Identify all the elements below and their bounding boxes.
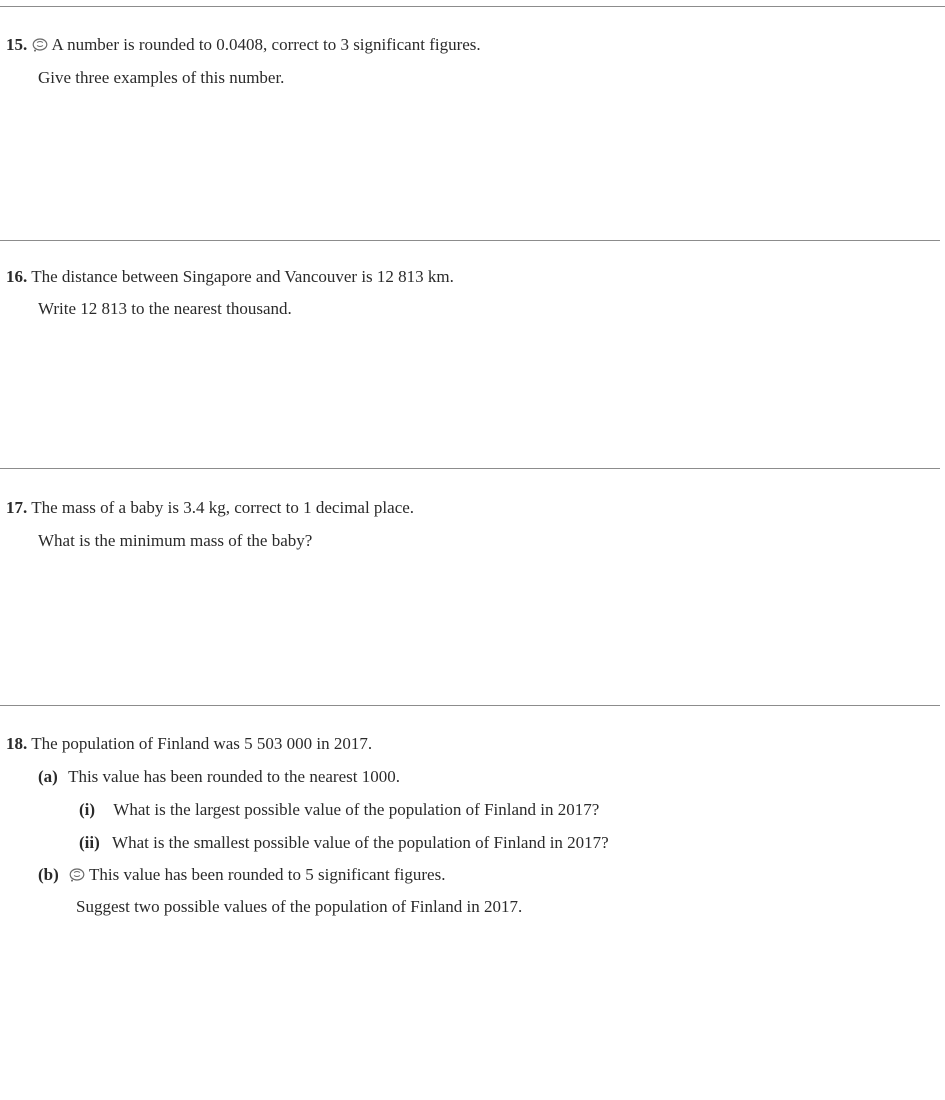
q18b-text: This value has been rounded to 5 significant figures.: [89, 865, 446, 884]
q16-number: 16.: [6, 267, 28, 286]
q18ai-text: What is the largest possible value of the population of Finland in 2017?: [113, 800, 600, 819]
q16-text-line1: The distance between Singapore and Vancouver is 12 813 km.: [31, 267, 454, 286]
divider-after-q17: [0, 705, 940, 706]
q18b-line2: Suggest two possible values of the population of Finland in 2017.: [76, 897, 523, 916]
thinking-bubble-icon: [69, 868, 85, 882]
q17-text-line1: The mass of a baby is 3.4 kg, correct to 1 decimal place.: [31, 498, 415, 517]
q17-number: 17.: [6, 498, 28, 517]
q15-text-line1: A number is rounded to 0.0408, correct to 3 significant figures.: [51, 35, 481, 54]
q16-line1: [6, 266, 454, 288]
q17-line2: What is the minimum mass of the baby?: [38, 531, 313, 550]
q15-line1: [6, 34, 481, 56]
q18-number: 18.: [6, 734, 28, 753]
q18-line1: [6, 733, 372, 755]
q18a-line: [38, 766, 400, 788]
q18a-label: (a): [38, 767, 58, 786]
divider-after-q16: [0, 468, 940, 469]
q18-text-line1: The population of Finland was 5 503 000 in 2017.: [31, 734, 373, 753]
q18ai-line: [79, 799, 599, 821]
top-divider: [0, 6, 945, 7]
q17-line1: [6, 497, 414, 519]
q18aii-text: What is the smallest possible value of the population of Finland in 2017?: [112, 833, 609, 852]
divider-after-q15: [0, 240, 940, 241]
q15-number: 15.: [6, 35, 28, 54]
q18b-label: (b): [38, 865, 59, 884]
thinking-bubble-icon: [32, 38, 48, 52]
q18ai-label: (i): [79, 800, 96, 819]
q18aii-line: [79, 832, 609, 854]
q15-line2: Give three examples of this number.: [38, 68, 285, 87]
q18a-text: This value has been rounded to the nearest 1000.: [68, 767, 400, 786]
q18b-line: [38, 864, 445, 886]
q18aii-label: (ii): [79, 833, 100, 852]
q16-line2: Write 12 813 to the nearest thousand.: [38, 299, 292, 318]
